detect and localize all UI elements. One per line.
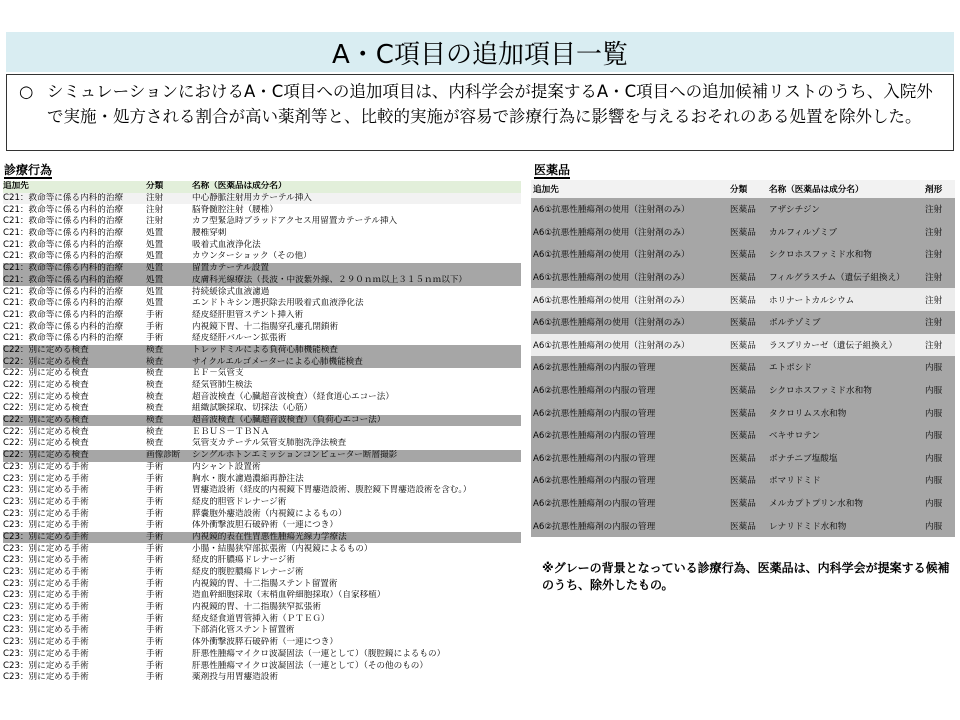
row-destination: C22：別に定める検査 <box>3 426 89 437</box>
row-name: ポマリドミド <box>767 469 923 492</box>
row-category: 手術 <box>146 555 164 566</box>
row-category: 医薬品 <box>728 492 767 515</box>
row-form: 注射 <box>923 243 955 266</box>
row-name: 気管支カテーテル気管支肺胞洗浄法検査 <box>192 438 347 449</box>
right-section-heading: 医薬品 <box>534 163 571 177</box>
row-destination: C21：救命等に係る内科的治療 <box>3 193 146 205</box>
row-category: 検査 <box>146 345 192 357</box>
procedure-row <box>3 637 521 649</box>
row-category: 検査 <box>146 356 192 368</box>
row-destination: A6②抗悪性腫瘍剤の内服の管理 <box>531 356 728 379</box>
row-category: 処置 <box>146 298 164 309</box>
procedure-row <box>3 403 521 415</box>
row-category: 手術 <box>146 520 164 531</box>
row-destination: C23：別に定める手術 <box>3 485 89 496</box>
row-name: ＥＢＵＳ－ＴＢＮＡ <box>192 426 270 437</box>
row-destination: C22：別に定める検査 <box>3 368 89 379</box>
row-destination: C22：別に定める検査 <box>3 345 146 357</box>
row-destination: C21：救命等に係る内科的治療 <box>3 251 124 262</box>
row-form: 内服 <box>923 356 955 379</box>
row-name: メルカプトプリン水和物 <box>767 492 923 515</box>
row-destination: C23：別に定める手術 <box>3 543 89 554</box>
col-header-category: 分類 <box>728 180 767 198</box>
procedure-row <box>3 275 521 287</box>
row-form: 注射 <box>923 221 955 244</box>
row-destination: C23：別に定める手術 <box>3 508 89 519</box>
procedure-row <box>3 368 521 380</box>
row-name: 下部消化管ステント留置術 <box>192 625 295 636</box>
row-category: 検査 <box>146 426 164 437</box>
row-category: 注射 <box>146 216 164 227</box>
row-destination: C23：別に定める手術 <box>3 637 89 648</box>
col-header-destination: 追加先 <box>531 180 728 198</box>
procedure-row <box>3 345 521 357</box>
row-name: 造血幹細胞採取（末梢血幹細胞採取）（自家移植） <box>192 590 386 601</box>
row-destination: C21：救命等に係る内科的治療 <box>3 333 124 344</box>
procedure-row <box>3 310 521 322</box>
row-name: 経皮経食道胃管挿入術（ＰＴＥＧ） <box>192 613 330 624</box>
drug-row <box>531 198 955 221</box>
note-bullet: ○ <box>19 82 34 101</box>
row-destination: C21：救命等に係る内科的治療 <box>3 239 124 250</box>
drug-row <box>531 492 955 515</box>
row-category: 手術 <box>146 473 164 484</box>
row-name: カフ型緊急時ブラッドアクセス用留置カテーテル挿入 <box>192 216 398 227</box>
row-destination: A6①抗悪性腫瘍剤の使用（注射剤のみ） <box>531 311 728 334</box>
row-category: 検査 <box>146 438 164 449</box>
row-destination: A6②抗悪性腫瘍剤の内服の管理 <box>531 492 728 515</box>
row-name: 胸水・腹水濾過濃縮再静注法 <box>192 473 304 484</box>
row-form: 注射 <box>923 266 955 289</box>
row-destination: C22：別に定める検査 <box>3 391 89 402</box>
row-category: 手術 <box>146 309 164 320</box>
row-category: 医薬品 <box>728 288 767 311</box>
procedure-row <box>3 426 521 438</box>
row-name: 経皮的腹腔膿瘍ドレナージ術 <box>192 567 304 578</box>
row-category: 医薬品 <box>728 401 767 424</box>
procedure-row <box>3 567 521 579</box>
drug-row <box>531 311 955 334</box>
procedure-row <box>3 356 521 368</box>
row-name: 中心静脈注射用カテーテル挿入 <box>192 193 521 205</box>
row-name: ベキサロテン <box>767 424 923 447</box>
procedure-row <box>3 532 521 544</box>
row-category: 注射 <box>146 193 192 205</box>
row-form: 注射 <box>923 198 955 221</box>
row-category: 医薬品 <box>728 198 767 221</box>
row-name: 内視鏡的表在性胃悪性腫瘍光線力学療法 <box>192 532 521 544</box>
row-destination: C23：別に定める手術 <box>3 672 89 683</box>
row-name: 内視鏡下胃、十二指腸穿孔瘻孔閉鎖術 <box>192 321 339 332</box>
row-destination: C23：別に定める手術 <box>3 496 89 507</box>
procedure-row <box>3 251 521 263</box>
row-destination: A6①抗悪性腫瘍剤の使用（注射剤のみ） <box>531 334 728 357</box>
row-name: 内視鏡的胃、十二指腸狭窄拡張術 <box>192 602 321 613</box>
drug-row <box>531 469 955 492</box>
row-category: 処置 <box>146 263 192 275</box>
row-name: ボナチニブ塩酸塩 <box>767 447 923 470</box>
row-name: ホリナートカルシウム <box>767 288 923 311</box>
procedure-row <box>3 672 521 684</box>
procedure-row <box>3 485 521 497</box>
row-name: 経皮的胆管ドレナージ術 <box>192 496 287 507</box>
procedure-row <box>3 613 521 625</box>
procedure-row <box>3 380 521 392</box>
row-category: 手術 <box>146 637 164 648</box>
row-name: 膵嚢胞外瘻造設術（内視鏡によるもの） <box>192 508 347 519</box>
drug-row <box>531 424 955 447</box>
row-name: フィルグラスチム（遺伝子組換え） <box>767 266 923 289</box>
procedure-row <box>3 602 521 614</box>
procedure-row <box>3 508 521 520</box>
row-category: 検査 <box>146 380 164 391</box>
col-header-destination: 追加先 <box>3 181 146 193</box>
row-name: 脳脊髄腔注射（腰椎） <box>192 204 278 215</box>
procedure-row <box>3 497 521 509</box>
row-destination: C23：別に定める手術 <box>3 567 89 578</box>
row-category: 手術 <box>146 496 164 507</box>
row-category: 医薬品 <box>728 311 767 334</box>
row-destination: C21：救命等に係る内科的治療 <box>3 309 124 320</box>
procedure-row <box>3 625 521 637</box>
row-destination: C21：救命等に係る内科的治療 <box>3 275 146 287</box>
row-name: 超音波検査（心臓超音波検査）（負荷心エコー法） <box>192 415 521 427</box>
row-destination: C23：別に定める手術 <box>3 590 89 601</box>
row-category: 医薬品 <box>728 469 767 492</box>
row-name: ＥＦ－気管支 <box>192 368 244 379</box>
row-name: 薬剤投与用胃瘻造設術 <box>192 672 278 683</box>
row-category: 医薬品 <box>728 334 767 357</box>
row-category: 手術 <box>146 648 164 659</box>
row-form: 内服 <box>923 447 955 470</box>
row-category: 手術 <box>146 625 164 636</box>
row-category: 医薬品 <box>728 379 767 402</box>
row-category: 手術 <box>146 578 164 589</box>
col-header-form: 剤形 <box>923 180 955 198</box>
page-title: A・C項目の追加項目一覧 <box>332 39 628 70</box>
row-form: 内服 <box>923 424 955 447</box>
row-category: 処置 <box>146 228 164 239</box>
drug-row <box>531 447 955 470</box>
row-name: 体外衝撃波膵石破砕術（一連につき） <box>192 637 338 648</box>
row-destination: C23：別に定める手術 <box>3 625 89 636</box>
row-form: 内服 <box>923 379 955 402</box>
row-destination: A6①抗悪性腫瘍剤の使用（注射剤のみ） <box>531 266 728 289</box>
summary-note <box>6 74 954 151</box>
row-destination: C22：別に定める検査 <box>3 403 89 414</box>
row-name: 内視鏡的胃、十二指腸ステント留置術 <box>192 578 338 589</box>
row-category: 処置 <box>146 251 164 262</box>
row-category: 処置 <box>146 286 164 297</box>
procedure-row <box>3 578 521 590</box>
procedure-row <box>3 649 521 661</box>
row-destination: A6②抗悪性腫瘍剤の内服の管理 <box>531 401 728 424</box>
procedures-table <box>3 181 521 684</box>
row-destination: C23：別に定める手術 <box>3 520 89 531</box>
procedure-row <box>3 590 521 602</box>
row-category: 注射 <box>146 204 164 215</box>
row-destination: C21：救命等に係る内科的治療 <box>3 298 124 309</box>
row-form: 内服 <box>923 469 955 492</box>
row-name: 肝悪性腫瘍マイクロ波凝固法（一連として）（腹腔鏡によるもの） <box>192 648 446 659</box>
row-category: 医薬品 <box>728 514 767 537</box>
drug-row <box>531 401 955 424</box>
row-name: カルフィルゾミブ <box>767 221 923 244</box>
row-category: 手術 <box>146 333 164 344</box>
row-destination: C23：別に定める手術 <box>3 532 146 544</box>
row-form: 内服 <box>923 492 955 515</box>
row-name: 経気管肺生検法 <box>192 380 253 391</box>
row-category: 手術 <box>146 508 164 519</box>
col-header-name: 名称（医薬品は成分名） <box>767 180 923 198</box>
row-destination: C22：別に定める検査 <box>3 450 146 462</box>
row-name: 体外衝撃波胆石破砕術（一連につき） <box>192 520 338 531</box>
row-destination: C23：別に定める手術 <box>3 473 89 484</box>
drug-row <box>531 379 955 402</box>
footnote: ※グレーの背景となっている診療行為、医薬品は、内科学会が提案する候補のうち、除外したもの。 <box>542 561 950 592</box>
row-destination: A6①抗悪性腫瘍剤の使用（注射剤のみ） <box>531 243 728 266</box>
row-name: 経皮的肝膿瘍ドレナージ術 <box>192 555 295 566</box>
row-name: サイクルエルゴメーターによる心肺機能検査 <box>192 356 521 368</box>
row-name: カウンターショック（その他） <box>192 251 312 262</box>
row-destination: C22：別に定める検査 <box>3 356 146 368</box>
procedure-row <box>3 473 521 485</box>
row-category: 手術 <box>146 461 164 472</box>
note-text: シミュレーションにおけるA・C項目への追加項目は、内科学会が提案するA・C項目への追加候補リストのうち、入院外で実施・処方される割合が高い薬剤等と、比較的実施が容易で診療行為に影響を与えるおそれのある処置を除外した。 <box>47 82 933 126</box>
row-destination: C22：別に定める検査 <box>3 415 146 427</box>
row-destination: A6②抗悪性腫瘍剤の内服の管理 <box>531 469 728 492</box>
row-category: 医薬品 <box>728 356 767 379</box>
row-destination: C21：救命等に係る内科的治療 <box>3 263 146 275</box>
procedures-header-row <box>3 181 521 193</box>
row-destination: A6②抗悪性腫瘍剤の内服の管理 <box>531 424 728 447</box>
row-name: レナリドミド水和物 <box>767 514 923 537</box>
row-destination: C23：別に定める手術 <box>3 461 89 472</box>
row-category: 医薬品 <box>728 221 767 244</box>
row-category: 処置 <box>146 239 164 250</box>
drug-row <box>531 334 955 357</box>
row-destination: C21：救命等に係る内科的治療 <box>3 286 124 297</box>
row-form: 内服 <box>923 401 955 424</box>
row-form: 注射 <box>923 288 955 311</box>
row-destination: A6②抗悪性腫瘍剤の内服の管理 <box>531 514 728 537</box>
row-destination: C23：別に定める手術 <box>3 578 89 589</box>
row-category: 手術 <box>146 672 164 683</box>
row-category: 手術 <box>146 613 164 624</box>
row-category: 手術 <box>146 532 192 544</box>
row-form: 注射 <box>923 334 955 357</box>
row-name: エトポシド <box>767 356 923 379</box>
row-category: 手術 <box>146 485 164 496</box>
procedure-row <box>3 415 521 427</box>
row-category: 処置 <box>146 275 192 287</box>
row-category: 手術 <box>146 567 164 578</box>
row-name: シクロホスファミド水和物 <box>767 243 923 266</box>
row-name: エンドトキシン選択除去用吸着式血液浄化法 <box>192 298 364 309</box>
row-category: 手術 <box>146 602 164 613</box>
row-name: 留置カテーテル設置 <box>192 263 521 275</box>
left-section-heading: 診療行為 <box>4 163 53 177</box>
drug-row <box>531 221 955 244</box>
row-destination: A6②抗悪性腫瘍剤の内服の管理 <box>531 379 728 402</box>
drug-row <box>531 514 955 537</box>
procedure-row <box>3 450 521 462</box>
drug-row <box>531 356 955 379</box>
row-destination: C23：別に定める手術 <box>3 613 89 624</box>
row-destination: A6②抗悪性腫瘍剤の内服の管理 <box>531 447 728 470</box>
row-name: 超音波検査（心臓超音波検査）（経食道心エコー法） <box>192 391 394 402</box>
procedure-row <box>3 204 521 216</box>
procedure-row <box>3 520 521 532</box>
row-category: 医薬品 <box>728 424 767 447</box>
row-name: シングルホトンエミッションコンピューター断層撮影 <box>192 450 521 462</box>
row-form: 注射 <box>923 311 955 334</box>
page-title-bar <box>6 32 954 72</box>
row-category: 手術 <box>146 543 164 554</box>
row-destination: C22：別に定める検査 <box>3 380 89 391</box>
row-name: ラスブリカーゼ（遺伝子組換え） <box>767 334 923 357</box>
procedure-row <box>3 193 521 205</box>
row-destination: A6①抗悪性腫瘍剤の使用（注射剤のみ） <box>531 288 728 311</box>
row-category: 検査 <box>146 403 164 414</box>
row-form: 内服 <box>923 514 955 537</box>
procedure-row <box>3 660 521 672</box>
row-destination: C23：別に定める手術 <box>3 660 89 671</box>
row-destination: C22：別に定める検査 <box>3 438 89 449</box>
drugs-table <box>531 180 955 537</box>
row-category: 医薬品 <box>728 243 767 266</box>
row-name: ボルテゾミブ <box>767 311 923 334</box>
row-name: 持続緩徐式血液濾過 <box>192 286 270 297</box>
row-category: 医薬品 <box>728 447 767 470</box>
row-name: アザシチジン <box>767 198 923 221</box>
row-destination: C23：別に定める手術 <box>3 555 89 566</box>
row-name: シクロホスファミド水和物 <box>767 379 923 402</box>
row-destination: C21：救命等に係る内科的治療 <box>3 228 124 239</box>
procedure-row <box>3 555 521 567</box>
procedure-row <box>3 333 521 345</box>
procedure-row <box>3 298 521 310</box>
procedure-row <box>3 216 521 228</box>
row-category: 手術 <box>146 590 164 601</box>
row-destination: C21：救命等に係る内科的治療 <box>3 216 124 227</box>
row-destination: C21：救命等に係る内科的治療 <box>3 321 124 332</box>
row-name: 腰椎穿刺 <box>192 228 227 239</box>
procedure-row <box>3 263 521 275</box>
procedure-row <box>3 391 521 403</box>
row-category: 手術 <box>146 660 164 671</box>
row-name: 胃瘻造設術（経皮的内視鏡下胃瘻造設術、腹腔鏡下胃瘻造設術を含む。） <box>192 485 472 496</box>
row-category: 検査 <box>146 391 164 402</box>
row-destination: C23：別に定める手術 <box>3 648 89 659</box>
drug-row <box>531 243 955 266</box>
row-name: タクロリムス水和物 <box>767 401 923 424</box>
drug-row <box>531 266 955 289</box>
row-destination: C23：別に定める手術 <box>3 602 89 613</box>
row-category: 医薬品 <box>728 266 767 289</box>
col-header-category: 分類 <box>146 181 192 193</box>
procedure-row <box>3 462 521 474</box>
row-category: 手術 <box>146 321 164 332</box>
row-name: 組織試験採取、切採法（心筋） <box>192 403 313 414</box>
row-name: 皮膚科光線療法（長波・中波紫外線、２９０ｎｍ以上３１５ｎｍ以下） <box>192 275 521 287</box>
row-name: 吸着式血液浄化法 <box>192 239 261 250</box>
row-category: 画像診断 <box>146 450 192 462</box>
drug-row <box>531 288 955 311</box>
col-header-name: 名称（医薬品は成分名） <box>192 181 521 193</box>
row-destination: A6①抗悪性腫瘍剤の使用（注射剤のみ） <box>531 198 728 221</box>
row-name: 経皮経肝胆管ステント挿入術 <box>192 309 304 320</box>
row-destination: A6①抗悪性腫瘍剤の使用（注射剤のみ） <box>531 221 728 244</box>
row-category: 検査 <box>146 368 164 379</box>
row-category: 検査 <box>146 415 192 427</box>
procedure-row <box>3 239 521 251</box>
procedure-row <box>3 321 521 333</box>
procedure-row <box>3 228 521 240</box>
drugs-header-row <box>531 180 955 198</box>
procedure-row <box>3 438 521 450</box>
row-name: 肝悪性腫瘍マイクロ波凝固法（一連として）（その他のもの） <box>192 660 428 671</box>
row-name: 経皮経肝バルーン拡張術 <box>192 333 287 344</box>
row-destination: C21：救命等に係る内科的治療 <box>3 204 124 215</box>
row-name: 内シャント設置術 <box>192 461 261 472</box>
row-name: トレッドミルによる負荷心肺機能検査 <box>192 345 521 357</box>
procedure-row <box>3 286 521 298</box>
procedure-row <box>3 543 521 555</box>
row-name: 小腸・結腸狭窄部拡張術（内視鏡によるもの） <box>192 543 373 554</box>
